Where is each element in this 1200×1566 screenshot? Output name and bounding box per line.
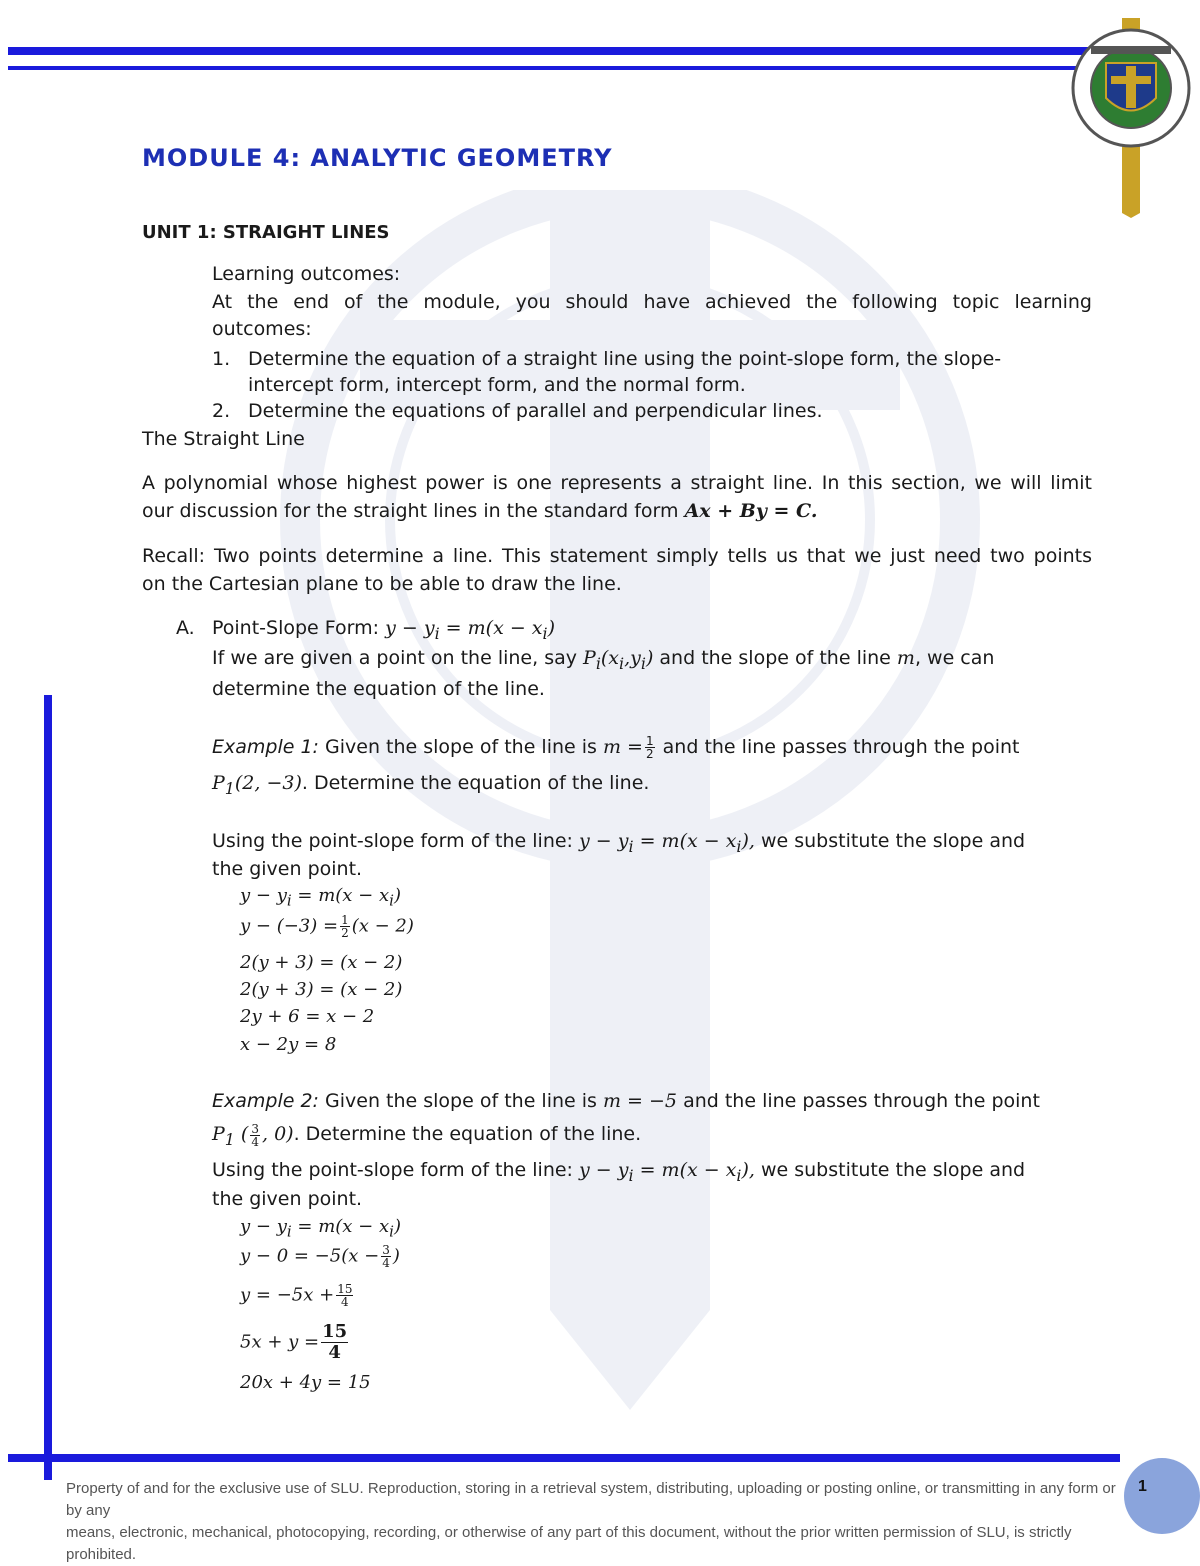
section-paragraph-2: Recall: Two points determine a line. This statement simply tells us that we just need two points [142, 545, 1092, 567]
point-slope-desc: If we are given a point on the line, say $P_i(x_i,y_i)$ and the slope of the line m, we can [212, 647, 995, 673]
example-2-step-4: 5x + y = $\frac{15}{4}$ [240, 1321, 348, 1363]
bottom-rule [8, 1454, 1120, 1462]
outcome-1: Determine the equation of a straight line using the point-slope form, the slope- [248, 348, 1002, 370]
example-1-method-end: the given point. [212, 858, 363, 880]
section-paragraph-2-end: on the Cartesian plane to be able to draw the line. [142, 573, 622, 595]
example-1-step-6: x − 2y = 8 [240, 1034, 337, 1055]
copyright-line-1: Property of and for the exclusive use of SLU. Reproduction, storing in a retrieval system, distributing, uploading or posting online, or transmitting in any form or by any [66, 1480, 1116, 1519]
example-2-step-3: y = −5x + $\frac{15}{4}$ [240, 1282, 353, 1309]
section-paragraph-1-end: our discussion for the straight lines in the standard form Ax + By = C. [142, 500, 818, 522]
left-rule [44, 695, 52, 1480]
outcomes-intro: At the end of the module, you should have achieved the following topic learning [212, 291, 1092, 313]
outcomes-heading: Learning outcomes: [212, 263, 401, 285]
example-2-method-end: the given point. [212, 1188, 363, 1210]
outcome-1-number: 1. [212, 348, 231, 370]
point-slope-desc-end: determine the equation of the line. [212, 678, 545, 700]
example-1-statement: Example 1: Given the slope of the line is m = $\frac{1}{2}$ and the line passes through the point [212, 734, 1020, 761]
section-heading: The Straight Line [142, 428, 305, 450]
example-1-step-2: y − (−3) = $\frac{1}{2}$ (x − 2) [240, 913, 414, 940]
example-2-method: Using the point-slope form of the line: $y - y_i = m(x - x_i)$, we substitute the slope and [212, 1159, 1026, 1185]
outcome-2-number: 2. [212, 400, 231, 422]
example-1-step-5: 2y + 6 = x − 2 [240, 1006, 375, 1027]
example-1-point: $P_1(2$, −3). Determine the equation of the line. [212, 772, 650, 798]
example-2-step-2: y − 0 = −5(x − $\frac{3}{4}$ ) [240, 1243, 400, 1270]
example-1-method: Using the point-slope form of the line: $y - y_i = m(x - x_i)$, we substitute the slope and [212, 830, 1026, 856]
copyright-line-2: means, electronic, mechanical, photocopying, recording, or otherwise of any part of this document, without the prior written permission of SLU, is strictly prohibited. [66, 1524, 1072, 1563]
top-rule-thin [8, 66, 1094, 70]
example-2-step-1: $y - y_i = m(x - x_i)$ [240, 1216, 401, 1241]
point-slope-letter: A. [176, 617, 195, 639]
section-paragraph-1: A polynomial whose highest power is one represents a straight line. In this section, we will limit [142, 472, 1092, 494]
outcome-2: Determine the equations of parallel and perpendicular lines. [248, 400, 823, 422]
outcome-1-cont: intercept form, intercept form, and the normal form. [248, 374, 746, 396]
point-slope-heading: Point-Slope Form: $y - y_i = m(x - x_i)$ [212, 617, 555, 643]
page-number: 1 [1138, 1478, 1147, 1495]
outcomes-intro-end: outcomes: [212, 318, 312, 340]
slu-logo [1066, 18, 1196, 218]
module-title: MODULE 4: ANALYTIC GEOMETRY [142, 144, 613, 172]
unit-title: UNIT 1: STRAIGHT LINES [142, 222, 390, 243]
example-1-step-1: $y - y_i = m(x - x_i)$ [240, 885, 401, 910]
top-rule-thick [8, 47, 1094, 55]
example-2-statement: Example 2: Given the slope of the line is m = −5 and the line passes through the point [212, 1090, 1040, 1112]
page-number-badge [1124, 1458, 1200, 1534]
example-2-step-5: 20x + 4y = 15 [240, 1372, 371, 1393]
example-2-point: $P_1$ ( $\frac{3}{4}$ , 0). Determine the equation of the line. [212, 1121, 642, 1149]
example-1-step-4: 2(y + 3) = (x − 2) [240, 979, 403, 1000]
example-1-step-3: 2(y + 3) = (x − 2) [240, 952, 403, 973]
